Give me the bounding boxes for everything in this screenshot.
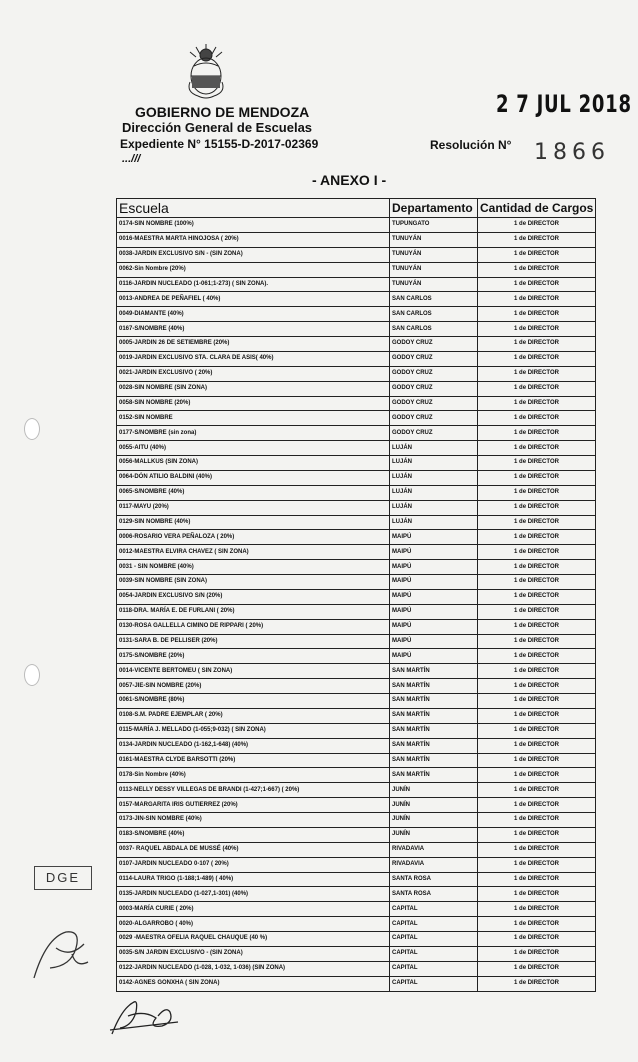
cargos-cell: 1 de DIRECTOR	[478, 649, 596, 664]
government-seal-icon	[182, 42, 230, 100]
escuela-cell: 0174-SIN NOMBRE (100%)	[117, 218, 390, 233]
cargos-cell: 1 de DIRECTOR	[478, 664, 596, 679]
escuela-cell: 0183-S/NOMBRE (40%)	[117, 827, 390, 842]
cargos-cell: 1 de DIRECTOR	[478, 262, 596, 277]
table-row	[117, 708, 596, 723]
escuela-cell: 0055-AITU (40%)	[117, 441, 390, 456]
cargos-cell: 1 de DIRECTOR	[478, 798, 596, 813]
cargos-cell: 1 de DIRECTOR	[478, 381, 596, 396]
departamento-cell: SAN CARLOS	[390, 292, 478, 307]
cargos-cell: 1 de DIRECTOR	[478, 708, 596, 723]
schools-table	[116, 198, 596, 992]
table-row	[117, 381, 596, 396]
cargos-cell: 1 de DIRECTOR	[478, 887, 596, 902]
departamento-cell: CAPITAL	[390, 961, 478, 976]
table-row	[117, 411, 596, 426]
table-row	[117, 218, 596, 233]
escuela-cell: 0049-DIAMANTE (40%)	[117, 307, 390, 322]
escuela-cell: 0130-ROSA GALLELLA CIMINO DE RIPPARI ( 20%)	[117, 619, 390, 634]
cargos-cell: 1 de DIRECTOR	[478, 842, 596, 857]
table-row	[117, 456, 596, 471]
anexo-title: - ANEXO I -	[312, 172, 387, 188]
table-row	[117, 694, 596, 709]
departamento-cell: GODOY CRUZ	[390, 351, 478, 366]
escuela-cell: 0003-MARÍA CURIE ( 20%)	[117, 902, 390, 917]
departamento-cell: CAPITAL	[390, 917, 478, 932]
departamento-cell: SAN MARTÍN	[390, 738, 478, 753]
escuela-cell: 0054-JARDIN EXCLUSIVO S/N (20%)	[117, 589, 390, 604]
table-row	[117, 946, 596, 961]
escuela-cell: 0013-ANDREA DE PEÑAFIEL ( 40%)	[117, 292, 390, 307]
cargos-cell: 1 de DIRECTOR	[478, 500, 596, 515]
departamento-cell: SAN MARTÍN	[390, 723, 478, 738]
cargos-cell: 1 de DIRECTOR	[478, 366, 596, 381]
departamento-cell: SAN MARTÍN	[390, 679, 478, 694]
table-row	[117, 798, 596, 813]
table-row	[117, 679, 596, 694]
expediente-number: Expediente N° 15155-D-2017-02369	[120, 137, 319, 151]
table-row	[117, 842, 596, 857]
escuela-cell: 0114-LAURA TRIGO (1-188;1-489) ( 40%)	[117, 872, 390, 887]
departamento-cell: JUNÍN	[390, 798, 478, 813]
table-row	[117, 560, 596, 575]
table-row	[117, 604, 596, 619]
table-row	[117, 232, 596, 247]
escuela-cell: 0175-S/NOMBRE (20%)	[117, 649, 390, 664]
escuela-cell: 0173-JIN-SIN NOMBRE (40%)	[117, 813, 390, 828]
departamento-cell: JUNÍN	[390, 813, 478, 828]
escuela-cell: 0056-MALLKUS (SIN ZONA)	[117, 456, 390, 471]
table-row	[117, 738, 596, 753]
escuela-cell: 0031 - SIN NOMBRE (40%)	[117, 560, 390, 575]
departamento-cell: RIVADAVIA	[390, 857, 478, 872]
cargos-cell: 1 de DIRECTOR	[478, 575, 596, 590]
cargos-cell: 1 de DIRECTOR	[478, 872, 596, 887]
column-header-escuela: Escuela	[117, 199, 390, 218]
escuela-cell: 0117-MAYU (20%)	[117, 500, 390, 515]
departamento-cell: GODOY CRUZ	[390, 411, 478, 426]
departamento-cell: SAN MARTÍN	[390, 694, 478, 709]
cargos-cell: 1 de DIRECTOR	[478, 292, 596, 307]
cargos-cell: 1 de DIRECTOR	[478, 902, 596, 917]
cargos-cell: 1 de DIRECTOR	[478, 768, 596, 783]
table-row	[117, 872, 596, 887]
department-name: Dirección General de Escuelas	[122, 120, 313, 135]
cargos-cell: 1 de DIRECTOR	[478, 917, 596, 932]
table-row	[117, 277, 596, 292]
cargos-cell: 1 de DIRECTOR	[478, 604, 596, 619]
departamento-cell: MAIPÚ	[390, 575, 478, 590]
departamento-cell: GODOY CRUZ	[390, 381, 478, 396]
table-row	[117, 262, 596, 277]
departamento-cell: MAIPÚ	[390, 634, 478, 649]
departamento-cell: TUNUYÁN	[390, 277, 478, 292]
departamento-cell: SAN MARTÍN	[390, 768, 478, 783]
cargos-cell: 1 de DIRECTOR	[478, 470, 596, 485]
table-row	[117, 619, 596, 634]
departamento-cell: MAIPÚ	[390, 530, 478, 545]
departamento-cell: CAPITAL	[390, 902, 478, 917]
table-header-row	[117, 199, 596, 218]
table-row	[117, 396, 596, 411]
table-row	[117, 723, 596, 738]
cargos-cell: 1 de DIRECTOR	[478, 857, 596, 872]
table-row	[117, 485, 596, 500]
departamento-cell: MAIPÚ	[390, 589, 478, 604]
handwritten-signature	[26, 918, 96, 988]
escuela-cell: 0065-S/NOMBRE (40%)	[117, 485, 390, 500]
departamento-cell: SAN MARTÍN	[390, 708, 478, 723]
table-row	[117, 530, 596, 545]
escuela-cell: 0107-JARDIN NUCLEADO 0-107 ( 20%)	[117, 857, 390, 872]
departamento-cell: RIVADAVIA	[390, 842, 478, 857]
escuela-cell: 0129-SIN NOMBRE (40%)	[117, 515, 390, 530]
escuela-cell: 0113-NELLY DESSY VILLEGAS DE BRANDI (1-427;1-667) ( 20%)	[117, 783, 390, 798]
departamento-cell: LUJÁN	[390, 515, 478, 530]
cargos-cell: 1 de DIRECTOR	[478, 232, 596, 247]
escuela-cell: 0037- RAQUEL ABDALA DE MUSSÉ (40%)	[117, 842, 390, 857]
departamento-cell: MAIPÚ	[390, 619, 478, 634]
cargos-cell: 1 de DIRECTOR	[478, 783, 596, 798]
table-row	[117, 961, 596, 976]
departamento-cell: SANTA ROSA	[390, 872, 478, 887]
escuela-cell: 0019-JARDIN EXCLUSIVO STA. CLARA DE ASIS( 40%)	[117, 351, 390, 366]
punch-hole	[24, 664, 40, 686]
table-row	[117, 500, 596, 515]
cargos-cell: 1 de DIRECTOR	[478, 337, 596, 352]
departamento-cell: LUJÁN	[390, 470, 478, 485]
escuela-cell: 0161-MAESTRA CLYDE BARSOTTI (20%)	[117, 753, 390, 768]
table-row	[117, 545, 596, 560]
table-row	[117, 337, 596, 352]
cargos-cell: 1 de DIRECTOR	[478, 277, 596, 292]
table-row	[117, 292, 596, 307]
column-header-departamento: Departamento	[390, 199, 478, 218]
table-row	[117, 827, 596, 842]
escuela-cell: 0035-S/N JARDIN EXCLUSIVO - (SIN ZONA)	[117, 946, 390, 961]
departamento-cell: GODOY CRUZ	[390, 366, 478, 381]
departamento-cell: TUNUYÁN	[390, 232, 478, 247]
escuela-cell: 0167-S/NOMBRE (40%)	[117, 322, 390, 337]
table-row	[117, 932, 596, 947]
cargos-cell: 1 de DIRECTOR	[478, 694, 596, 709]
escuela-cell: 0064-DÓN ATILIO BALDINI (40%)	[117, 470, 390, 485]
escuela-cell: 0062-Sin Nombre (20%)	[117, 262, 390, 277]
table-row	[117, 634, 596, 649]
departamento-cell: LUJÁN	[390, 485, 478, 500]
cargos-cell: 1 de DIRECTOR	[478, 485, 596, 500]
table-row	[117, 322, 596, 337]
cargos-cell: 1 de DIRECTOR	[478, 723, 596, 738]
cargos-cell: 1 de DIRECTOR	[478, 530, 596, 545]
table-row	[117, 902, 596, 917]
departamento-cell: CAPITAL	[390, 932, 478, 947]
table-row	[117, 351, 596, 366]
cargos-cell: 1 de DIRECTOR	[478, 307, 596, 322]
cargos-cell: 1 de DIRECTOR	[478, 738, 596, 753]
cargos-cell: 1 de DIRECTOR	[478, 679, 596, 694]
table-row	[117, 768, 596, 783]
cargos-cell: 1 de DIRECTOR	[478, 932, 596, 947]
escuela-cell: 0012-MAESTRA ELVIRA CHAVEZ ( SIN ZONA)	[117, 545, 390, 560]
cargos-cell: 1 de DIRECTOR	[478, 247, 596, 262]
escuela-cell: 0029 -MAESTRA OFELIA RAQUEL CHAUQUE (40 %)	[117, 932, 390, 947]
departamento-cell: LUJÁN	[390, 456, 478, 471]
table-row	[117, 664, 596, 679]
escuela-cell: 0115-MARÍA J. MELLADO (1-055;9-032) ( SIN ZONA)	[117, 723, 390, 738]
escuela-cell: 0134-JARDIN NUCLEADO (1-162,1-648) (40%)	[117, 738, 390, 753]
cargos-cell: 1 de DIRECTOR	[478, 827, 596, 842]
cargos-cell: 1 de DIRECTOR	[478, 961, 596, 976]
table-row	[117, 307, 596, 322]
cargos-cell: 1 de DIRECTOR	[478, 411, 596, 426]
table-row	[117, 857, 596, 872]
cargos-cell: 1 de DIRECTOR	[478, 946, 596, 961]
escuela-cell: 0122-JARDIN NUCLEADO (1-028, 1-032, 1-036) (SIN ZONA)	[117, 961, 390, 976]
table-row	[117, 515, 596, 530]
escuela-cell: 0178-Sin Nombre (40%)	[117, 768, 390, 783]
cargos-cell: 1 de DIRECTOR	[478, 351, 596, 366]
cargos-cell: 1 de DIRECTOR	[478, 441, 596, 456]
cargos-cell: 1 de DIRECTOR	[478, 218, 596, 233]
cargos-cell: 1 de DIRECTOR	[478, 515, 596, 530]
departamento-cell: LUJÁN	[390, 500, 478, 515]
handwritten-initials	[108, 998, 180, 1038]
escuela-cell: 0116-JARDIN NUCLEADO (1-061;1-273) ( SIN ZONA).	[117, 277, 390, 292]
table-row	[117, 649, 596, 664]
table-row	[117, 783, 596, 798]
table-row	[117, 887, 596, 902]
cargos-cell: 1 de DIRECTOR	[478, 813, 596, 828]
departamento-cell: SAN CARLOS	[390, 322, 478, 337]
escuela-cell: 0057-JIE-SIN NOMBRE (20%)	[117, 679, 390, 694]
punch-hole	[24, 418, 40, 440]
escuela-cell: 0028-SIN NOMBRE (SIN ZONA)	[117, 381, 390, 396]
escuela-cell: 0108-S.M. PADRE EJEMPLAR ( 20%)	[117, 708, 390, 723]
escuela-cell: 0021-JARDIN EXCLUSIVO ( 20%)	[117, 366, 390, 381]
departamento-cell: LUJÁN	[390, 441, 478, 456]
departamento-cell: SAN MARTÍN	[390, 664, 478, 679]
escuela-cell: 0118-DRA. MARÍA E. DE FURLANI ( 20%)	[117, 604, 390, 619]
departamento-cell: SANTA ROSA	[390, 887, 478, 902]
departamento-cell: MAIPÚ	[390, 545, 478, 560]
departamento-cell: JUNÍN	[390, 783, 478, 798]
date-stamp: 2 7 JUL 2018	[496, 90, 632, 118]
departamento-cell: MAIPÚ	[390, 560, 478, 575]
departamento-cell: MAIPÚ	[390, 604, 478, 619]
dge-stamp: DGE	[34, 866, 92, 890]
escuela-cell: 0058-SIN NOMBRE (20%)	[117, 396, 390, 411]
cargos-cell: 1 de DIRECTOR	[478, 634, 596, 649]
table-row	[117, 247, 596, 262]
departamento-cell: JUNÍN	[390, 827, 478, 842]
departamento-cell: TUNUYÁN	[390, 262, 478, 277]
escuela-cell: 0152-SIN NOMBRE	[117, 411, 390, 426]
departamento-cell: CAPITAL	[390, 976, 478, 991]
departamento-cell: GODOY CRUZ	[390, 396, 478, 411]
escuela-cell: 0006-ROSARIO VERA PEÑALOZA ( 20%)	[117, 530, 390, 545]
escuela-cell: 0131-SARA B. DE PELLISER (20%)	[117, 634, 390, 649]
cargos-cell: 1 de DIRECTOR	[478, 456, 596, 471]
escuela-cell: 0020-ALGARROBO ( 40%)	[117, 917, 390, 932]
escuela-cell: 0142-AGNES GONXHA ( SIN ZONA)	[117, 976, 390, 991]
departamento-cell: CAPITAL	[390, 946, 478, 961]
table-row	[117, 976, 596, 991]
cargos-cell: 1 de DIRECTOR	[478, 589, 596, 604]
resolucion-label: Resolución N°	[430, 138, 512, 152]
cargos-cell: 1 de DIRECTOR	[478, 545, 596, 560]
escuela-cell: 0177-S/NOMBRE (sin zona)	[117, 426, 390, 441]
departamento-cell: GODOY CRUZ	[390, 337, 478, 352]
departamento-cell: TUPUNGATO	[390, 218, 478, 233]
escuela-cell: 0039-SIN NOMBRE (SIN ZONA)	[117, 575, 390, 590]
table-row	[117, 426, 596, 441]
table-row	[117, 753, 596, 768]
cargos-cell: 1 de DIRECTOR	[478, 976, 596, 991]
cargos-cell: 1 de DIRECTOR	[478, 619, 596, 634]
cargos-cell: 1 de DIRECTOR	[478, 322, 596, 337]
cargos-cell: 1 de DIRECTOR	[478, 753, 596, 768]
resolucion-number: 1866	[534, 140, 610, 165]
column-header-cargos: Cantidad de Cargos	[478, 199, 596, 218]
cargos-cell: 1 de DIRECTOR	[478, 426, 596, 441]
table-row	[117, 366, 596, 381]
escuela-cell: 0038-JARDIN EXCLUSIVO S/N - (SIN ZONA)	[117, 247, 390, 262]
organization-name: GOBIERNO DE MENDOZA	[135, 104, 310, 120]
escuela-cell: 0016-MAESTRA MARTA HINOJOSA ( 20%)	[117, 232, 390, 247]
table-row	[117, 589, 596, 604]
escuela-cell: 0157-MARGARITA IRIS GUTIERREZ (20%)	[117, 798, 390, 813]
escuela-cell: 0014-VICENTE BERTOMEU ( SIN ZONA)	[117, 664, 390, 679]
escuela-cell: 0005-JARDIN 26 DE SETIEMBRE (20%)	[117, 337, 390, 352]
departamento-cell: TUNUYÁN	[390, 247, 478, 262]
escuela-cell: 0061-S/NOMBRE (80%)	[117, 694, 390, 709]
table-row	[117, 575, 596, 590]
table-row	[117, 917, 596, 932]
departamento-cell: SAN MARTÍN	[390, 753, 478, 768]
escuela-cell: 0135-JARDIN NUCLEADO (1-027,1-301) (40%)	[117, 887, 390, 902]
continuation-mark: ...///	[122, 153, 141, 165]
departamento-cell: SAN CARLOS	[390, 307, 478, 322]
departamento-cell: MAIPÚ	[390, 649, 478, 664]
cargos-cell: 1 de DIRECTOR	[478, 560, 596, 575]
table-row	[117, 470, 596, 485]
cargos-cell: 1 de DIRECTOR	[478, 396, 596, 411]
departamento-cell: GODOY CRUZ	[390, 426, 478, 441]
table-row	[117, 813, 596, 828]
table-row	[117, 441, 596, 456]
